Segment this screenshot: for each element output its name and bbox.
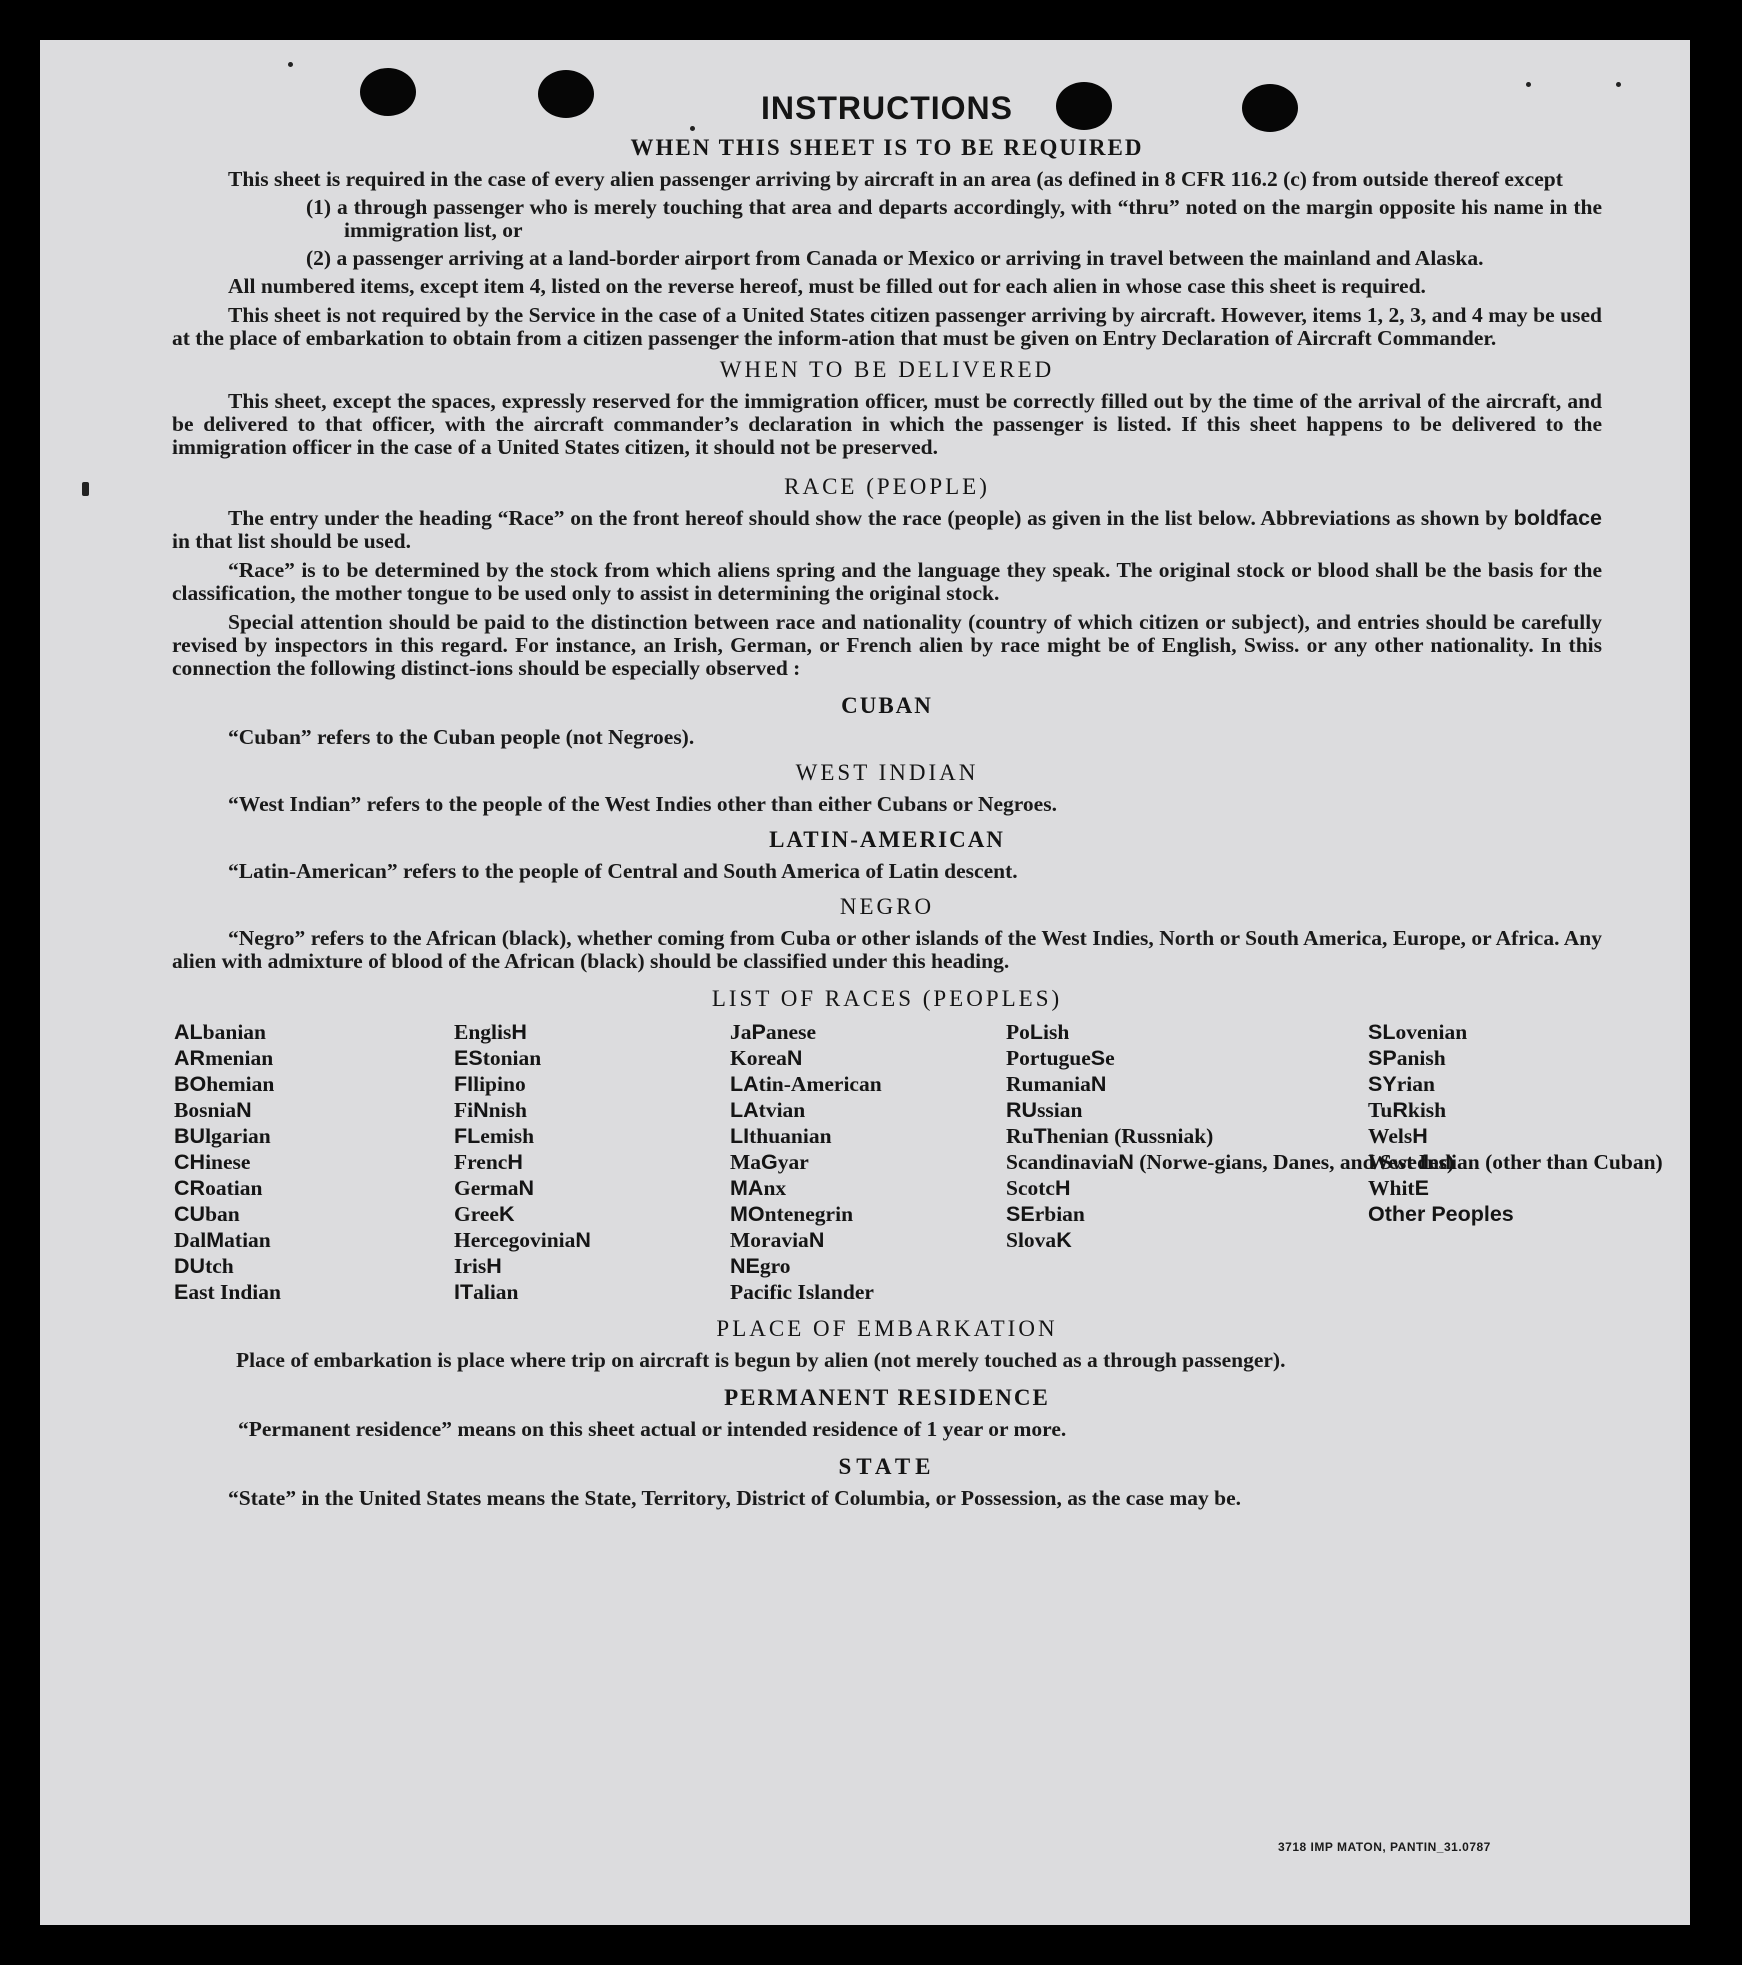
race-paragraph-3: Special attention should be paid to the distinction between race and nationality (country of which citizen or subject), and entries should be carefully revised by inspectors in this regard. For instance, an Irish, German, or French alien by race might be of English, Swiss. or any other nationality. In this connection the following distinct-ions should be especially observed :: [172, 610, 1602, 680]
race-item: ALbanian: [174, 1020, 267, 1044]
document-sheet: [40, 40, 1690, 1925]
required-exception-1: (1) a through passenger who is merely touching that area and departs accordingly, with “thru” noted on the margin opposite his name in the immigration list, or: [306, 195, 1602, 242]
race-item: BOhemian: [174, 1072, 275, 1096]
race-column: [1368, 1019, 1663, 1305]
race-item: GermaN: [454, 1176, 534, 1200]
boldface-word: boldface: [1513, 506, 1602, 530]
race-item: PortugueSe: [1006, 1046, 1115, 1070]
race-item: JaPanese: [730, 1020, 817, 1044]
race-item: DUtch: [174, 1254, 234, 1278]
race-item: ScotcH: [1006, 1176, 1071, 1200]
race-item: RumaniaN: [1006, 1072, 1107, 1096]
race-item: ITalian: [454, 1280, 519, 1304]
speck: [82, 482, 89, 496]
race-item: MOntenegrin: [730, 1202, 854, 1226]
race-item: Other Peoples: [1368, 1202, 1514, 1226]
race-item: SPanish: [1368, 1046, 1446, 1070]
race-item: KoreaN: [730, 1046, 803, 1070]
race-item: BUlgarian: [174, 1124, 271, 1148]
heading-state: STATE: [838, 1454, 936, 1479]
delivered-text: This sheet, except the spaces, expressly reserved for the immigration officer, must be correctly filled out by the time of the arrival of the aircraft, and be delivered to that officer, with the aircraft commander’s declaration in which the passenger is listed. If this sheet happens to be delivered to the immigration officer in the case of a United States citizen, it should not be preserved.: [172, 389, 1602, 459]
race-item: WelsH: [1368, 1124, 1428, 1148]
race-item: NEgro: [730, 1254, 791, 1278]
race-item: LIthuanian: [730, 1124, 832, 1148]
race-paragraph-2: “Race” is to be determined by the stock from which aliens spring and the language they speak. The original stock or blood shall be the basis for the classification, the mother tongue to be used only to assist in determining the original stock.: [172, 558, 1602, 605]
required-intro: This sheet is required in the case of every alien passenger arriving by aircraft in an area (as defined in 8 CFR 116.2 (c) from outside thereof except: [228, 167, 1563, 191]
race-item: ARmenian: [174, 1046, 274, 1070]
race-item: GreeK: [454, 1202, 515, 1226]
heading-list-of-races: LIST OF RACES (PEOPLES): [711, 986, 1063, 1011]
race-item: East Indian: [174, 1280, 281, 1304]
west-indian-text: “West Indian” refers to the people of the West Indies other than either Cubans or Negroes.: [228, 792, 1057, 816]
state-text: “State” in the United States means the State, Territory, District of Columbia, or Possession, as the case may be.: [228, 1486, 1242, 1510]
race-item: MaGyar: [730, 1150, 809, 1174]
race-item: CRoatian: [174, 1176, 263, 1200]
required-exception-2: (2) a passenger arriving at a land-border airport from Canada or Mexico or arriving in travel between the mainland and Alaska.: [306, 246, 1484, 270]
heading-delivered: WHEN TO BE DELIVERED: [719, 357, 1055, 382]
instructions-content: [172, 88, 1663, 1510]
race-item: DalMatian: [174, 1228, 271, 1252]
race-item: RUssian: [1006, 1098, 1083, 1122]
residence-text: “Permanent residence” means on this sheet actual or intended residence of 1 year or more.: [238, 1417, 1067, 1441]
heading-cuban: CUBAN: [841, 693, 933, 718]
race-paragraph-1: The entry under the heading “Race” on the front hereof should show the race (people) as given in the list below. Abbreviations as shown by boldface in that list should be used.: [172, 506, 1602, 553]
race-item: FLemish: [454, 1124, 535, 1148]
latin-american-text: “Latin-American” refers to the people of Central and South America of Latin descent.: [228, 859, 1018, 883]
race-item: SYrian: [1368, 1072, 1435, 1096]
race-item: Pacific Islander: [730, 1280, 874, 1304]
race-item: West Indian (other than Cuban): [1368, 1150, 1663, 1174]
heading-required: WHEN THIS SHEET IS TO BE REQUIRED: [630, 135, 1144, 160]
heading-permanent-residence: PERMANENT RESIDENCE: [724, 1385, 1050, 1410]
race-item: WhitE: [1368, 1176, 1429, 1200]
race-column: [730, 1019, 1006, 1305]
embarkation-text: Place of embarkation is place where trip on aircraft is begun by alien (not merely touched as a through passenger).: [236, 1348, 1286, 1372]
race-item: LAtvian: [730, 1098, 806, 1122]
race-item: CHinese: [174, 1150, 251, 1174]
race-item: EnglisH: [454, 1020, 527, 1044]
required-citizen-note: This sheet is not required by the Service in the case of a United States citizen passenger arriving by aircraft. However, items 1, 2, 3, and 4 may be used at the place of embarkation to obtain from a citizen passenger the inform-ation that must be given on Entry Declaration of Aircraft Commander.: [172, 303, 1602, 350]
printer-imprint: 3718 IMP MATON, PANTIN_31.0787: [1278, 1840, 1491, 1854]
heading-race: RACE (PEOPLE): [784, 474, 990, 499]
heading-latin-american: LATIN-AMERICAN: [769, 827, 1005, 852]
heading-embarkation: PLACE OF EMBARKATION: [716, 1316, 1058, 1341]
negro-text: “Negro” refers to the African (black), whether coming from Cuba or other islands of the West Indies, North or South America, Europe, or Africa. Any alien with admixture of blood of the African (black) should be classified under this heading.: [172, 926, 1602, 973]
heading-negro: NEGRO: [839, 894, 935, 919]
race-item: FiNnish: [454, 1098, 527, 1122]
page-title: INSTRUCTIONS: [761, 90, 1013, 126]
required-numbered-items: All numbered items, except item 4, listed on the reverse hereof, must be filled out for each alien in whose case this sheet is required.: [228, 274, 1426, 298]
race-item: TuRkish: [1368, 1098, 1447, 1122]
speck: [288, 62, 293, 67]
race-item: FIlipino: [454, 1072, 526, 1096]
race-item: MoraviaN: [730, 1228, 825, 1252]
race-item: BosniaN: [174, 1098, 252, 1122]
race-item: PoLish: [1006, 1020, 1070, 1044]
race-item: HercegoviniaN: [454, 1228, 591, 1252]
race-item: FrencH: [454, 1150, 523, 1174]
race-item: SlovaK: [1006, 1228, 1072, 1252]
race-column: [174, 1019, 454, 1305]
race-item: ScandinaviaN (Norwe-gians, Danes, and Swedes): [1006, 1150, 1454, 1174]
race-column: [454, 1019, 730, 1305]
race-item: SLovenian: [1368, 1020, 1468, 1044]
race-item: RuThenian (Russniak): [1006, 1124, 1214, 1148]
race-item: SErbian: [1006, 1202, 1085, 1226]
race-item: CUban: [174, 1202, 240, 1226]
race-item: MAnx: [730, 1176, 787, 1200]
race-item: LAtin-American: [730, 1072, 882, 1096]
race-item: IrisH: [454, 1254, 502, 1278]
race-item: EStonian: [454, 1046, 542, 1070]
races-list: [174, 1019, 1663, 1305]
cuban-text: “Cuban” refers to the Cuban people (not Negroes).: [228, 725, 695, 749]
speck: [1616, 82, 1621, 87]
heading-west-indian: WEST INDIAN: [795, 760, 979, 785]
speck: [1526, 82, 1531, 87]
